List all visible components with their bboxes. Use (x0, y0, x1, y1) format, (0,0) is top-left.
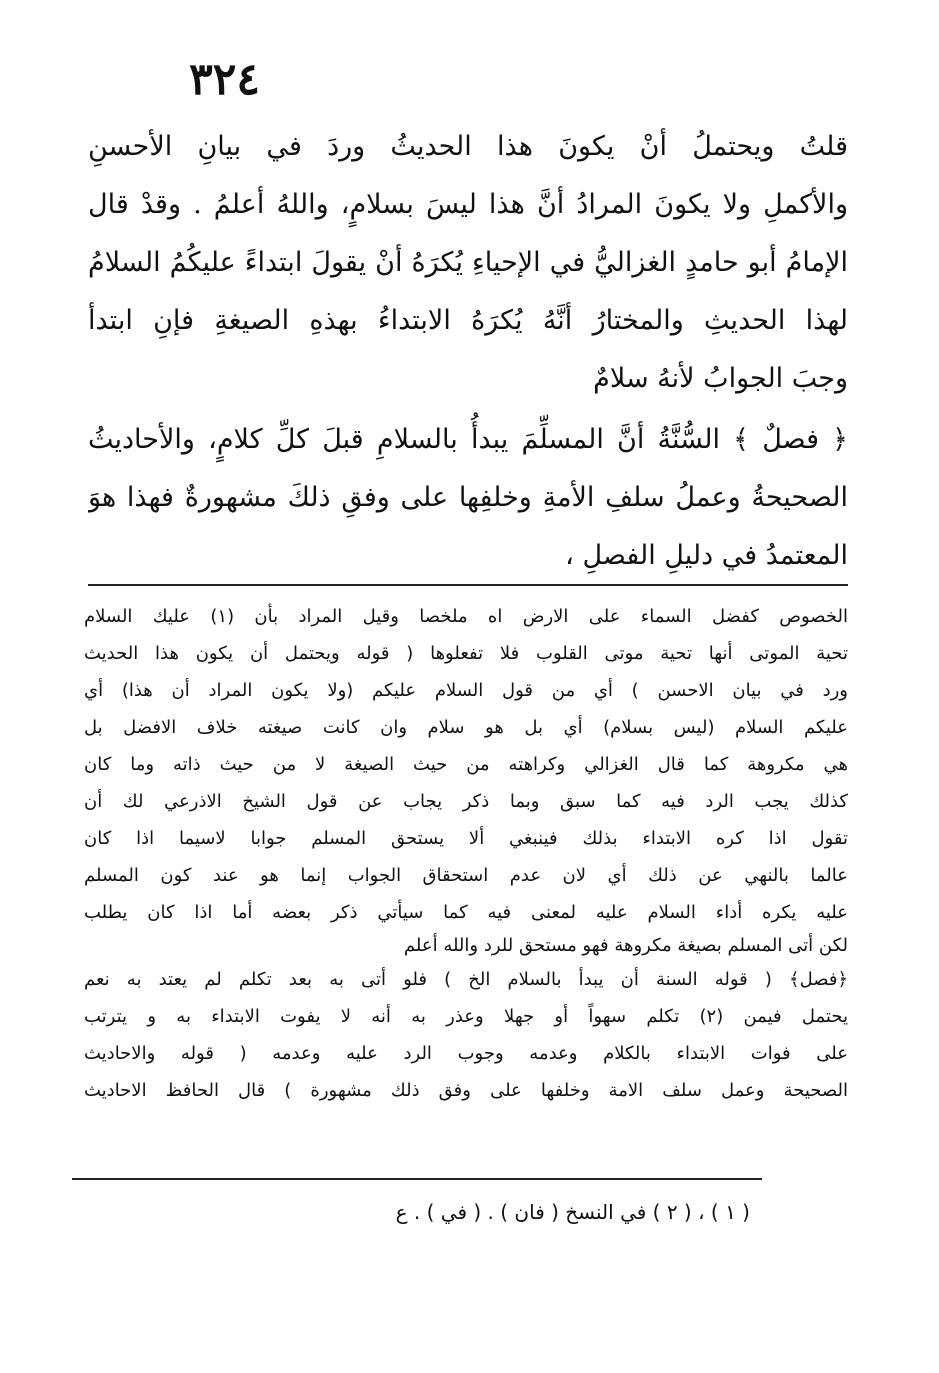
commentary-line: الخصوص كفضل السماء على الارض اه ملخصا وقيل المراد بأن (١) عليك السلام (84, 606, 848, 627)
separator-rule (88, 584, 848, 586)
commentary-line: ورد في بيان الاحسن ) أي من قول السلام عليكم (ولا يكون المراد أن هذا) أي (84, 680, 848, 701)
main-text-line: قلتُ ويحتملُ أنْ يكونَ هذا الحديثُ وردَ في بيانِ الأحسنِ (88, 131, 848, 162)
main-text-block (88, 118, 848, 585)
commentary-block (84, 598, 848, 1109)
main-text-line: لهذا الحديثِ والمختارُ أنَّهُ يُكرَهُ الابتداءُ بهذهِ الصيغةِ فإنِ ابتدأ (88, 305, 848, 336)
commentary-line: كذلك يجب الرد فيه كما سبق وبما ذكر يجاب عن قول الشيخ الاذرعي لك أن (84, 791, 848, 812)
commentary-line: ﴿فصل﴾ ( قوله السنة أن يبدأ بالسلام الخ ) فلو أتى به بعد تكلم لم يعتد به نعم (84, 969, 848, 990)
footnote: ( ١ ) ، ( ٢ ) في النسخ ( فان ) . ( في ) . ع (395, 1200, 750, 1224)
commentary-line: عليكم السلام (ليس بسلام) أي بل هو سلام وان كانت صيغته خلاف الافضل بل (84, 717, 848, 738)
commentary-line: عليه يكره أداء السلام عليه لمعنى فيه كما سيأتي ذكر بعضه أما اذا كان يطلب (84, 902, 848, 923)
main-text-line: الصحيحةُ وعملُ سلفِ الأمةِ وخلفِها على وفقِ ذلكَ مشهورةٌ فهذا هوَ (88, 482, 848, 513)
main-text-line: والأكملِ ولا يكونَ المرادُ أنَّ هذا ليسَ بسلامٍ، واللهُ أعلمُ . وقدْ قال (88, 189, 848, 220)
main-text-line: المعتمدُ في دليلِ الفصلِ ، (565, 540, 848, 571)
page-number: ٣٢٤ (189, 54, 260, 105)
main-text-line: وجبَ الجوابُ لأنهُ سلامٌ (593, 363, 848, 394)
commentary-line: على فوات الابتداء بالكلام وعدمه وجوب الرد عليه وعدمه ( قوله والاحاديث (84, 1043, 848, 1064)
commentary-line: يحتمل فيمن (٢) تكلم سهواً أو جهلا وعذر به أنه لا يفوت الابتداء به و يترتب (84, 1006, 848, 1027)
commentary-line: عالما بالنهي عن ذلك أي لان عدم استحقاق الجواب إنما هو عند كون المسلم (84, 865, 848, 886)
commentary-line: هي مكروهة كما قال الغزالي وكراهته من حيث الصيغة لا من حيث ذاته وما كان (84, 754, 848, 775)
commentary-line: الصحيحة وعمل سلف الامة وخلفها على وفق ذلك مشهورة ) قال الحافظ الاحاديث (84, 1080, 848, 1101)
main-text-line: الإمامُ أبو حامدٍ الغزاليُّ في الإحياءِ يُكرَهُ أنْ يقولَ ابتداءً عليكُمُ السلامُ (88, 247, 848, 278)
commentary-line: لكن أتى المسلم بصيغة مكروهة فهو مستحق للرد والله أعلم (403, 935, 848, 956)
commentary-line: تقول اذا كره الابتداء بذلك فينبغي ألا يستحق المسلم جوابا لاسيما اذا كان (84, 828, 848, 849)
commentary-line: تحية الموتى أنها تحية موتى القلوب فلا تفعلوها ( قوله ويحتمل أن يكون هذا الحديث (84, 643, 848, 664)
main-text-line: ﴿ فصلٌ ﴾ السُّنَّةُ أنَّ المسلِّمَ يبدأُ بالسلامِ قبلَ كلِّ كلامٍ، والأحاديثُ (88, 424, 848, 455)
footnote-rule (72, 1178, 762, 1180)
